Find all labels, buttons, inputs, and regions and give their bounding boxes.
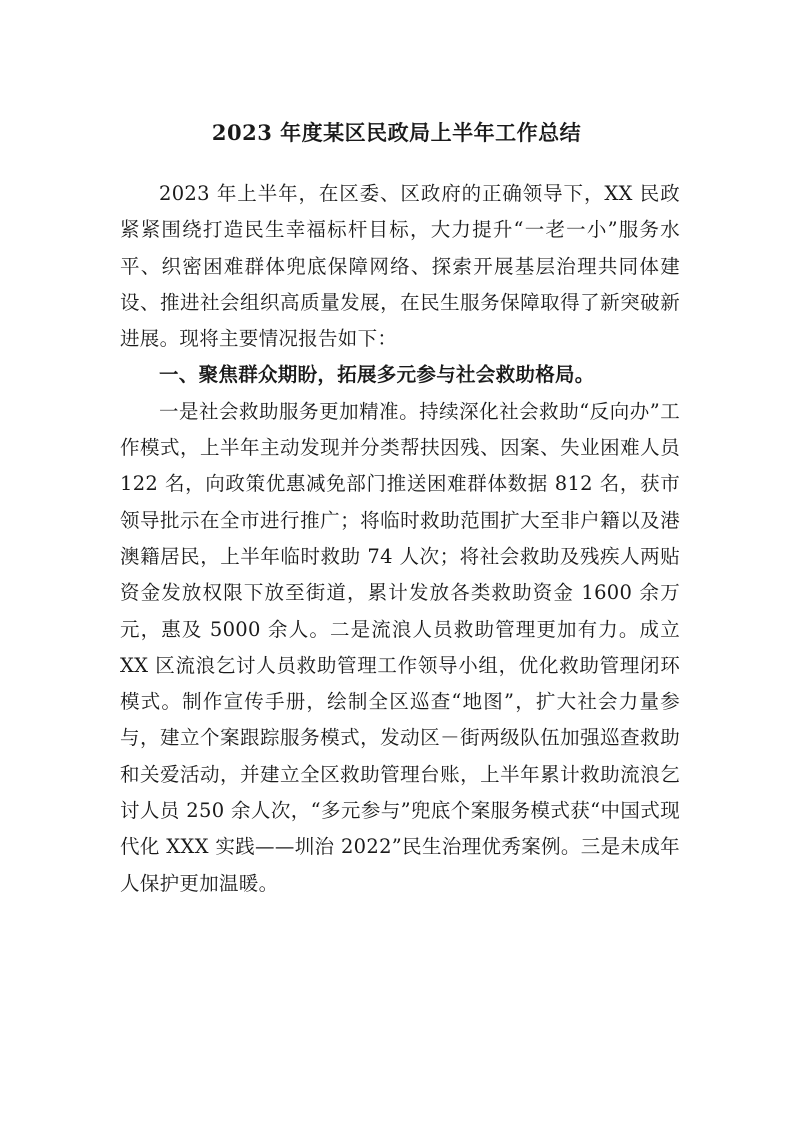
intro-paragraph: 2023 年上半年，在区委、区政府的正确领导下，XX 民政紧紧围绕打造民生幸福标杆目标，大力提升“一老一小”服务水平、织密困难群体兜底保障网络、探索开展基层治理共同体建设、推进社会组织高质量发展，在民生服务保障取得了新突破新进展。现将主要情况报告如下： [120,182,680,351]
section-1-heading: 一、聚焦群众期盼，拓展多元参与社会救助格局。 [159,363,595,387]
section-1-paragraph: 一是社会救助服务更加精准。持续深化社会救助“反向办”工作模式，上半年主动发现并分类帮扶因残、因案、失业困难人员 122 名，向政策优惠减免部门推送困难群体数据 812 名，获市领导批示在全市进行推广；将临时救助范围扩大至非户籍以及港澳籍居民，上半年临时救助 74 人次；将社会救助及残疾人两贴资金发放权限下放至街道，累计发放各类救助资金 1600 余万元，惠及 5000 余人。二是流浪人员救助管理更加有力。成立 XX 区流浪乞讨人员救助管理工作领导小组，优化救助管理闭环模式。制作宣传手册，绘制全区巡查“地图”，扩大社会力量参与，建立个案跟踪服务模式，发动区－街两级队伍加强巡查救助和关爱活动，并建立全区救助管理台账，上半年累计救助流浪乞讨人员 250 余人次，“多元参与”兜底个案服务模式获“中国式现代化 XXX 实践——圳治 2022”民生治理优秀案例。三是未成年人保护更加温暖。 [120,399,680,895]
document-body [120,176,680,902]
document-title: 2023 年度某区民政局上半年工作总结 [211,120,582,145]
